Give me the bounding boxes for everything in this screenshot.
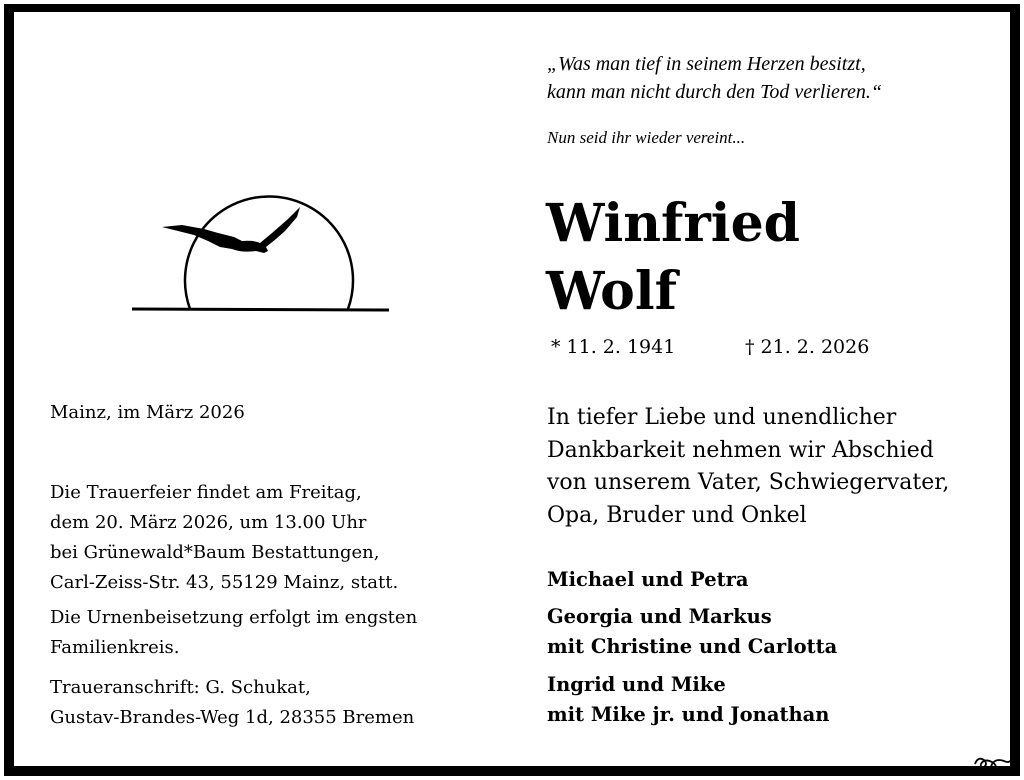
birth-date: * 11. 2. 1941: [551, 336, 676, 358]
text-line: Die Trauerfeier findet am Freitag,: [50, 482, 362, 503]
last-name: Wolf: [546, 261, 677, 322]
motto-line: kann man nicht durch den Tod verlieren.“: [547, 81, 882, 103]
text-line: Gustav-Brandes-Weg 1d, 28355 Bremen: [50, 707, 415, 728]
motto-line: „Was man tief in seinem Herzen besitzt,: [547, 53, 866, 75]
family-line: Michael und Petra: [547, 568, 749, 591]
place-date: Mainz, im März 2026: [50, 402, 245, 423]
text-line: dem 20. März 2026, um 13.00 Uhr: [50, 512, 367, 533]
text-line: Dankbarkeit nehmen wir Abschied: [547, 437, 934, 463]
family-group: [547, 602, 837, 662]
seagull-silhouette: [162, 207, 300, 253]
text-line: bei Grünewald*Baum Bestattungen,: [50, 542, 380, 563]
text-line: In tiefer Liebe und unendlicher: [547, 405, 897, 430]
seagull-sunset-icon: [130, 185, 395, 320]
flourish-ornament-icon: [972, 752, 1014, 772]
death-date: † 21. 2. 2026: [745, 336, 870, 358]
reunited-phrase: Nun seid ihr wieder vereint...: [547, 128, 746, 147]
farewell-text: [547, 402, 949, 532]
family-line: mit Christine und Carlotta: [547, 635, 838, 658]
text-line: Traueranschrift: G. Schukat,: [50, 677, 311, 698]
text-line: Carl-Zeiss-Str. 43, 55129 Mainz, statt.: [50, 572, 399, 593]
horizon-line: [132, 309, 389, 310]
urn-notice: [50, 603, 417, 663]
flourish-stroke: [975, 758, 1012, 768]
family-group: [547, 670, 829, 730]
deceased-name: [546, 190, 800, 326]
family-line: mit Mike jr. und Jonathan: [547, 703, 830, 726]
family-group: [547, 565, 749, 595]
text-line: Opa, Bruder und Onkel: [547, 502, 807, 528]
mourning-address: [50, 673, 414, 733]
family-line: Ingrid und Mike: [547, 673, 726, 696]
funeral-notice: [50, 478, 398, 598]
motto-quote: [547, 50, 882, 106]
family-line: Georgia und Markus: [547, 605, 772, 628]
text-line: Die Urnenbeisetzung erfolgt im engsten: [50, 607, 418, 628]
first-name: Winfried: [546, 193, 801, 254]
text-line: Familienkreis.: [50, 637, 180, 658]
text-line: von unserem Vater, Schwiegervater,: [547, 470, 950, 495]
sun-arc: [185, 196, 353, 309]
